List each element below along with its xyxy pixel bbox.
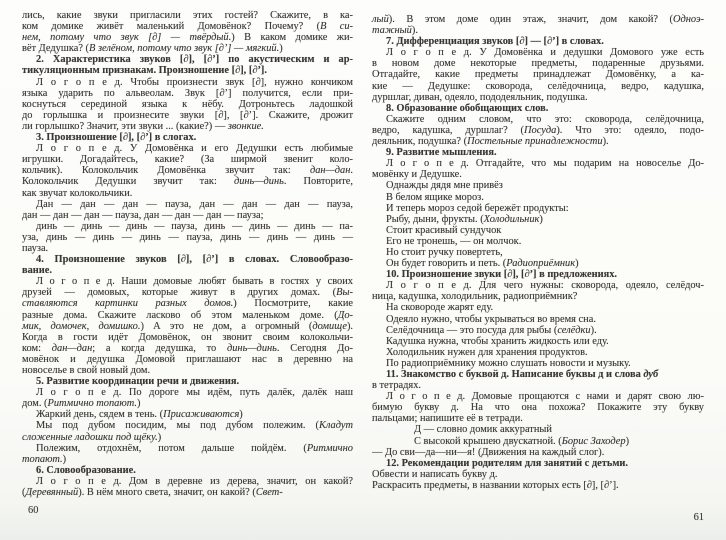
text-line: Селёдочница — это посуда для рыбы (селёдки). — [386, 324, 597, 336]
text-line: уза, динь — динь — динь — пауза, динь — динь — динь — — [22, 231, 353, 243]
text-line: новоселье в свой новый дом. — [22, 365, 151, 376]
paragraph — [22, 143, 353, 198]
text-line: На сковороде жарят еду. — [386, 302, 494, 314]
text-line: 4. Произношение звуков [∂], [∂’] в словах. Словообразо- — [36, 254, 353, 266]
page-number-left: 60 — [28, 505, 39, 516]
paragraph — [372, 158, 704, 180]
text-line: Л о г о п е д. У Домовёнка и его Дедушки есть любимые — [36, 143, 353, 155]
section-heading — [22, 54, 353, 76]
paragraph — [372, 14, 704, 36]
section-heading — [22, 376, 353, 387]
text-line: Обвести и написать букву д. — [372, 468, 498, 480]
text-line: до горлышка и произнесите звуки [∂], [∂’]. Скажите, дрожит — [22, 109, 353, 121]
text-line: мовёнок и дедушка Домовой приглашают нас в деревню на — [22, 353, 353, 365]
text-line: И теперь мороз седой бережёт продукты: — [386, 202, 569, 214]
text-line: языка ударить по альвеолам. Звук [∂’] получится, если при- — [22, 87, 353, 99]
text-line: тажный). — [372, 25, 418, 37]
paragraph — [22, 77, 353, 132]
text-line: сложенные ладошки под щёку.) — [22, 431, 162, 443]
text-line: пауза. — [22, 242, 49, 254]
text-line: как звучат колокольчики. — [22, 187, 133, 199]
text-line: Холодильник нужен для хранения продуктов. — [386, 346, 588, 358]
text-line: кие — Дедушке: сковорода, селёдочница, ведро, кадушка, — [372, 80, 704, 92]
text-line: в новом доме некоторые предметы, подаренные друзьями. — [372, 58, 704, 70]
paragraph — [22, 199, 353, 221]
text-line: ведро, кадушка, дуршлаг? (Посуда). Что это: одеяло, подо- — [372, 124, 704, 136]
text-line: ставляются картинки разных домов.) Посмотрите, какие — [22, 298, 353, 310]
section-heading — [22, 132, 353, 143]
text-line: мик, домочек, домишко.) А это не дом, а огромный (домище). — [22, 320, 353, 332]
paragraph — [372, 469, 704, 491]
section-heading — [372, 458, 704, 469]
text-line: ли горлышко? Значит, эти звуки ... (какие?) — звонкие. — [22, 120, 264, 132]
text-line: Рыбу, дыни, фрукты. (Холодильник) — [386, 213, 543, 225]
text-line: Л о г о п е д. Домовые прощаются с нами и дарят свою лю- — [386, 391, 704, 403]
paragraph — [372, 424, 704, 446]
section-heading — [22, 465, 353, 476]
section-heading — [372, 103, 704, 114]
text-line: Д — словно домик аккуратный — [414, 424, 552, 436]
text-line: в тетрадях. — [372, 380, 421, 392]
text-line: ком: дан—дан; а когда дедушка, то динь—динь. Сегодня До- — [22, 342, 354, 354]
text-line: (Деревянный). В нём много света, значит, он какой? (Свет- — [22, 487, 283, 499]
text-line: 12. Рекомендации родителям для занятий с детьми. — [386, 457, 628, 469]
text-line: Л о г о п е д. Для чего нужны: сковорода, одеяло, селёдоч- — [386, 280, 704, 292]
paragraph — [22, 387, 353, 409]
text-line: вёт Дедушка? (В зелёном, потому что звук [∂’] — мягкий.) — [22, 43, 283, 55]
text-line: ком домике живёт маленький Домовёнок? Почему? (В си- — [22, 21, 354, 33]
text-line: разные дома. Скажите ласково об этом маленьком доме. (До- — [22, 309, 353, 321]
text-line: 8. Образование обобщающих слов. — [386, 102, 549, 114]
paragraph — [22, 420, 353, 442]
text-line: 3. Произношение [∂], [∂’] в слогах. — [36, 132, 197, 144]
text-line: топают.) — [22, 453, 67, 465]
page-right-text — [372, 14, 704, 491]
text-line: мовёнку и Дедушке. — [372, 169, 462, 181]
text-line: По радиоприёмнику можно слушать новости и музыку. — [386, 357, 631, 369]
section-heading — [372, 269, 704, 280]
paragraph — [22, 10, 353, 54]
section-heading — [372, 36, 704, 47]
text-line: 9. Развитие мышления. — [386, 147, 497, 159]
text-line: бимую букву д. На что она похожа? Покажите эту букву — [372, 402, 704, 414]
paragraph — [22, 409, 353, 420]
paragraph — [372, 447, 704, 458]
page-left-text — [22, 10, 353, 498]
paragraph — [372, 114, 704, 147]
text-line: 7. Дифференциация звуков [∂] — [∂’] в словах. — [386, 36, 604, 48]
text-line: лый). В этом доме один этаж, значит, дом какой? (Одноэ- — [372, 14, 704, 25]
section-heading — [372, 147, 704, 158]
text-line: кольчик). Колокольчик Домовёнка звучит так: дан—дан. — [22, 165, 353, 177]
paragraph — [22, 443, 353, 465]
text-line: Раскрасить предметы, в названии которых есть [∂], [∂’]. — [372, 479, 619, 491]
paragraph — [372, 302, 704, 369]
text-line: нем, потому что звук [∂] — твёрдый.) В каком домике жи- — [22, 32, 353, 44]
text-line: Колокольчик Дедушки звучит так: динь—динь. Повторите, — [22, 176, 353, 188]
paragraph — [372, 391, 704, 424]
paragraph — [22, 221, 353, 254]
text-line: Когда в гости идёт Домовёнок, он звонит своим колокольчи- — [22, 331, 353, 343]
page-61 — [363, 0, 726, 540]
paragraph — [22, 476, 353, 498]
text-line: Жаркий день, сядем в тень. (Присаживаются) — [36, 409, 243, 421]
text-line: Л о г о п е д. По дороге мы идём, путь далёк, далёк наш — [36, 387, 353, 399]
text-line: 5. Развитие координации речи и движения. — [36, 376, 240, 388]
text-line: Скажите одним словом, что это: сковорода, селёдочница, — [386, 113, 704, 125]
text-line: Отгадайте, какие предметы принадлежат Домовёнку, а ка- — [372, 69, 704, 81]
text-line: Мы под дубом посидим, мы под дубом полежим. (Кладут — [36, 420, 353, 432]
text-line: Л о г о п е д. У Домовёнка и дедушки Домового уже есть — [386, 47, 704, 59]
text-line: Стоит красивый сундучок — [386, 224, 502, 236]
text-line: динь — динь — динь — пауза, динь — динь — динь — па- — [36, 220, 353, 232]
text-line: Полежим, отдохнём, потом дальше пойдём. (Ритмично — [36, 442, 353, 454]
text-line: вание. — [22, 265, 52, 277]
section-heading — [372, 369, 704, 380]
text-line: игрушки. Догадайтесь, какие? (За ширмой звенит коло- — [22, 154, 353, 166]
text-line: 11. Знакомство с буквой д. Написание буквы д и слова дуб — [386, 369, 659, 380]
text-line: Л о г о п е д. Отгадайте, что мы подарим на новоселье До- — [386, 158, 704, 170]
page-number-right: 61 — [693, 512, 704, 523]
text-line: 2. Характеристика звуков [∂], [∂’] по акустическим и ар- — [36, 54, 353, 66]
text-line: Дан — дан — дан — пауза, дан — дан — дан — пауза, — [36, 198, 353, 210]
text-line: Однажды дядя мне привёз — [386, 180, 503, 192]
text-line: тикуляционным признакам. Произношение [∂], [∂’]. — [22, 65, 267, 77]
section-heading — [22, 254, 353, 276]
text-line: Одеяло нужно, чтобы укрываться во время сна. — [386, 313, 596, 325]
text-line: Л о г о п е д. Наши домовые любят бывать в гостях у своих — [36, 276, 353, 288]
text-line: Л о г о п е д. Дом в деревне из дерева, значит, он какой? — [36, 475, 353, 487]
text-line: ница, кадушка, холодильник, радиоприёмник? — [372, 291, 578, 303]
text-line: 10. Произношение звуки [∂], [∂’] в предложениях. — [386, 269, 617, 281]
text-line: 6. Словообразование. — [36, 464, 136, 476]
paragraph — [372, 180, 704, 224]
text-line: деяльник, подушка? (Постельные принадлежности). — [372, 136, 609, 148]
text-line: Кадушка нужна, чтобы хранить жидкость или еду. — [386, 335, 609, 347]
paragraph — [372, 225, 704, 269]
text-line: пальцами; напишите её в тетради. — [372, 413, 523, 425]
paragraph — [372, 47, 704, 102]
paragraph — [22, 276, 353, 376]
text-line: Л о г о п е д. Чтобы произнести звук [∂], нужно кончиком — [36, 76, 353, 88]
text-line: лись, какие звуки пригласили этих гостей? Скажите, в ка- — [22, 10, 353, 21]
text-line: дуршлаг, диван, одеяло, пододеяльник, подушка. — [372, 91, 588, 103]
text-line: — До сви—да—ни—я! (Движения на каждый слог). — [372, 446, 605, 458]
paragraph — [372, 380, 704, 391]
text-line: дан — дан — дан — пауза, дан — дан — дан — пауза; — [22, 209, 264, 221]
text-line: С высокой крышею двускатной. (Борис Заходер) — [414, 435, 630, 447]
text-line: Он будет говорить и петь. (Радиоприёмник) — [386, 258, 579, 270]
text-line: коснуться серединой языка к нёбу. Дотроньтесь ладошкой — [22, 98, 353, 110]
text-line: В белом ящике мороз. — [386, 191, 484, 203]
text-line: дом. (Ритмично топают.) — [22, 398, 141, 410]
text-line: друзей — домовых, которые живут в других домах. (Вы- — [22, 287, 353, 299]
paragraph — [372, 280, 704, 302]
text-line: Его не тронешь, — он молчок. — [386, 235, 522, 247]
text-line: Но стоит ручку повертеть, — [386, 246, 503, 258]
